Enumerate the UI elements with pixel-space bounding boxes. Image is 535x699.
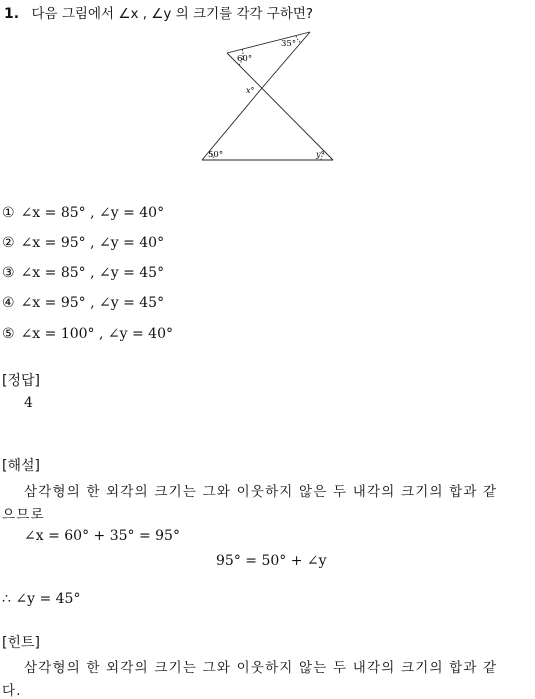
answer-heading: [정답] [2,373,40,389]
hint-line-2: 다. [2,683,22,699]
explanation-equation-3: ∴ ∠y = 45° [2,591,81,607]
upper-triangle-top-side [227,32,310,53]
choice-text: ∠x = 100° , ∠y = 40° [20,326,173,342]
choice-mark: ② [2,235,15,251]
question-text: 다음 그림에서 ∠x , ∠y 의 크기를 각각 구하면? [31,6,314,22]
choice-mark: ④ [2,295,15,311]
choice-text: ∠x = 85° , ∠y = 40° [20,205,165,221]
explanation-heading: [해설] [2,458,40,474]
choice-text: ∠x = 95° , ∠y = 45° [20,295,165,311]
choice-2[interactable] [2,235,164,251]
choice-mark: ① [2,205,15,221]
choice-5[interactable] [2,326,173,342]
explanation-line-1: 삼각형의 한 외각의 크기는 그와 이웃하지 않은 두 내각의 크기의 합과 같 [24,484,498,500]
choice-mark: ⑤ [2,326,15,342]
choice-text: ∠x = 85° , ∠y = 45° [20,265,165,281]
label-x: x° [246,86,255,95]
triangle-figure [195,25,340,165]
label-50: 50° [208,150,224,160]
answer-value: 4 [24,395,33,411]
explanation-line-2: 으므로 [2,507,45,523]
choice-4[interactable] [2,295,164,311]
hint-line-1: 삼각형의 한 외각의 크기는 그와 이웃하지 않는 두 내각의 크기의 합과 같 [24,660,498,676]
question [4,2,313,22]
label-35: 35° [281,39,297,49]
label-y: y° [316,150,325,159]
choice-3[interactable] [2,265,164,281]
choice-text: ∠x = 95° , ∠y = 40° [20,235,165,251]
question-number: 1. [4,6,20,22]
choice-mark: ③ [2,265,15,281]
crossing-line-left [227,53,333,160]
explanation-equation-2: 95° = 50° + ∠y [216,553,327,569]
label-60: 60° [237,54,253,64]
hint-heading: [힌트] [2,635,40,651]
explanation-equation-1: ∠x = 60° + 35° = 95° [24,528,180,544]
arc-35 [296,36,301,43]
choice-1[interactable] [2,205,164,221]
